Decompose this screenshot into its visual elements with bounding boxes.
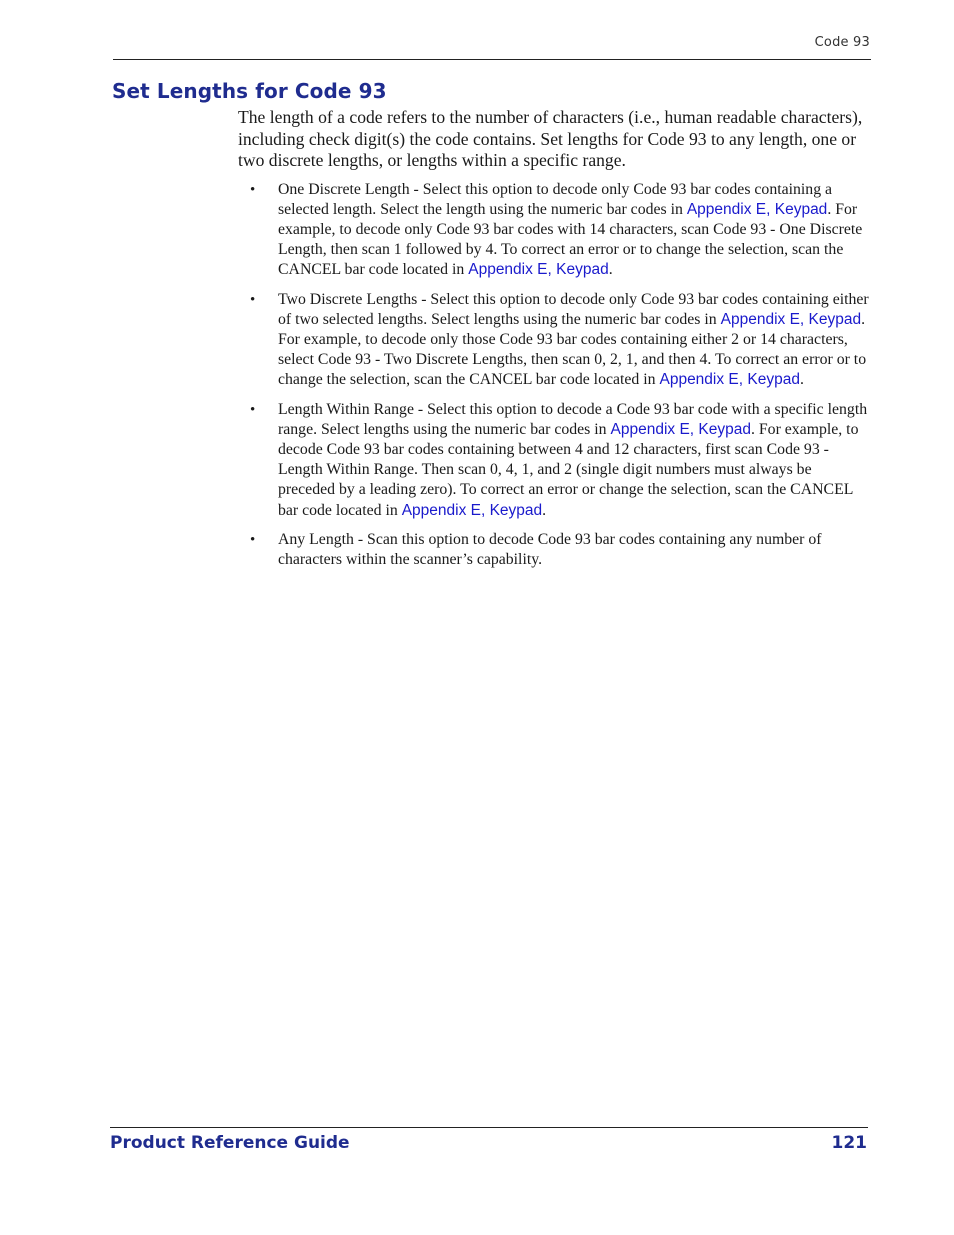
- appendix-e-keypad-link[interactable]: Appendix E, Keypad: [686, 200, 828, 218]
- bullet-marker: •: [250, 401, 256, 418]
- list-item-one-discrete-length: [238, 180, 870, 281]
- running-header-label: Code 93: [814, 35, 870, 50]
- list-item-text: . For example, to decode only Code 93 bar codes with 14 characters, scan Code 93 - One Discrete Length, then scan 1 followed by 4. To correct an error or to change the selection, scan the CANCEL bar code located in: [278, 200, 863, 279]
- list-item-any-length: [238, 530, 870, 570]
- page-number: 121: [831, 1133, 867, 1153]
- intro-paragraph: The length of a code refers to the number of characters (i.e., human readable characters), including check digit(s) the code contains. Set lengths for Code 93 to any length, one or two discrete lengths, or lengths within a specific range.: [238, 107, 863, 170]
- option-list: [238, 180, 870, 571]
- bullet-marker: •: [250, 531, 256, 548]
- list-item-text: Two Discrete Lengths - Select this option to decode only Code 93 bar codes containing either of two selected lengths. Select lengths using the numeric bar codes in: [278, 290, 869, 328]
- section-title: Set Lengths for Code 93: [112, 79, 387, 103]
- footer-guide-title: Product Reference Guide: [110, 1133, 350, 1153]
- list-item-length-within-range: [238, 400, 870, 521]
- list-item-text: . For example, to decode Code 93 bar codes containing between 4 and 12 characters, first scan Code 93 - Length Within Range. Then scan 0, 4, 1, and 2 (single digit numbers must always be preceded by a leading zero). To correct an error or change the selection, scan the CANCEL bar code located in: [278, 420, 859, 519]
- footer-divider: [110, 1127, 868, 1128]
- appendix-e-keypad-link[interactable]: Appendix E, Keypad: [610, 420, 751, 438]
- bullet-marker: •: [250, 291, 256, 308]
- list-item-text: One Discrete Length - Select this option to decode only Code 93 bar codes containing a selected length. Select the length using the numeric bar codes in: [278, 180, 833, 218]
- list-item-text: . For example, to decode only those Code 93 bar codes containing either 2 or 14 characters, select Code 93 - Two Discrete Lengths, then scan 0, 2, 1, and then 4. To correct an error or to change the selection, scan the CANCEL bar code located in: [278, 310, 867, 389]
- appendix-e-keypad-link[interactable]: Appendix E, Keypad: [659, 371, 800, 389]
- appendix-e-keypad-link[interactable]: Appendix E, Keypad: [468, 261, 609, 279]
- appendix-e-keypad-link[interactable]: Appendix E, Keypad: [720, 310, 862, 328]
- list-item-text: .: [608, 261, 613, 279]
- list-item-two-discrete-lengths: [238, 290, 870, 391]
- section-content: [238, 107, 870, 579]
- appendix-e-keypad-link[interactable]: Appendix E, Keypad: [401, 501, 543, 519]
- header-divider: [113, 59, 871, 60]
- list-item-text: .: [799, 371, 804, 389]
- list-item-text: .: [542, 501, 547, 519]
- list-item-text: Length Within Range - Select this option to decode a Code 93 bar code with a specific length range. Select lengths using the numeric bar codes in: [278, 400, 868, 438]
- bullet-marker: •: [250, 181, 256, 198]
- list-item-text: Any Length - Scan this option to decode Code 93 bar codes containing any number of characters within the scanner’s capability.: [278, 530, 822, 568]
